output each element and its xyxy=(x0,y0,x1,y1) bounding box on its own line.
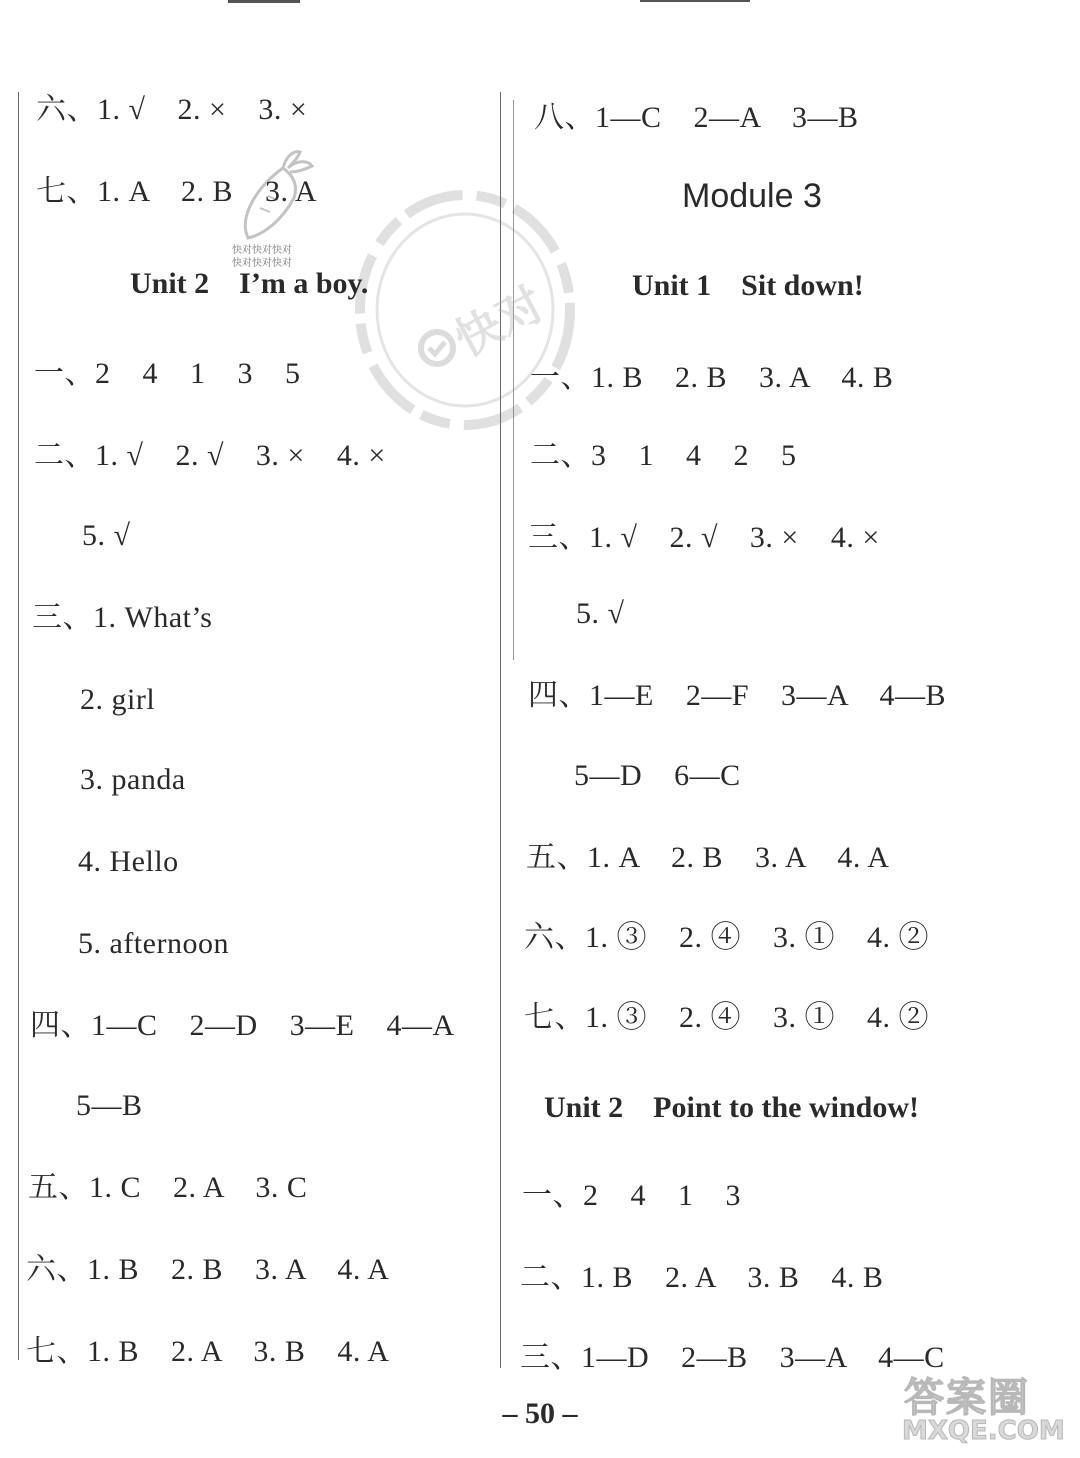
answer-line: 四、1—C 2—D 3—E 4—A xyxy=(30,1009,455,1042)
answer-line: 5—D 6—C xyxy=(574,759,741,792)
answer-line: 四、1—E 2—F 3—A 4—B xyxy=(528,679,947,712)
answer-line: 三、1—D 2—B 3—A 4—C xyxy=(520,1341,945,1374)
answer-line: 六、1. ③ 2. ④ 3. ① 4. ② xyxy=(524,921,929,954)
left-margin-rule xyxy=(18,92,19,1360)
answer-line: 五、1. C 2. A 3. C xyxy=(28,1171,308,1204)
answer-line: 一、2 4 1 3 5 xyxy=(34,357,301,390)
carrot-caption-line1: 快对快对快对 xyxy=(232,245,292,256)
answer-line: 七、1. A 2. B 3. A xyxy=(36,175,318,208)
answer-line: 二、1. √ 2. √ 3. × 4. × xyxy=(34,439,386,472)
answer-line: 七、1. ③ 2. ④ 3. ① 4. ② xyxy=(524,1001,929,1034)
unit-heading: Unit 2 Point to the window! xyxy=(544,1091,920,1124)
top-crop-fragment xyxy=(228,0,300,3)
answer-line: 5. √ xyxy=(576,597,625,630)
answer-line: 一、1. B 2. B 3. A 4. B xyxy=(530,361,894,394)
module-title: Module 3 xyxy=(682,177,822,215)
answer-line: 2. girl xyxy=(80,683,156,716)
answer-line: 二、3 1 4 2 5 xyxy=(530,439,797,472)
answer-line: 二、1. B 2. A 3. B 4. B xyxy=(520,1261,884,1294)
answer-line: 4. Hello xyxy=(78,845,179,878)
answer-line: 5—B xyxy=(76,1089,143,1122)
answer-line: 3. panda xyxy=(80,763,186,796)
corner-logo-brand: 答案圈 xyxy=(904,1375,1030,1421)
answer-line: 六、1. B 2. B 3. A 4. A xyxy=(26,1253,390,1286)
answer-line: 三、1. √ 2. √ 3. × 4. × xyxy=(528,521,880,554)
answer-line: 六、1. √ 2. × 3. × xyxy=(36,93,308,126)
unit-heading: Unit 1 Sit down! xyxy=(632,269,864,302)
answer-line: 八、1—C 2—A 3—B xyxy=(534,101,859,134)
answer-line: 三、1. What’s xyxy=(32,601,213,634)
page-number: – 50 – xyxy=(502,1397,578,1430)
unit-heading: Unit 2 I’m a boy. xyxy=(130,267,369,300)
answer-line: 5. √ xyxy=(82,519,131,552)
answer-line: 五、1. A 2. B 3. A 4. A xyxy=(526,841,890,874)
watermark-text: 快对 xyxy=(446,276,553,368)
answer-line: 一、2 4 1 3 xyxy=(522,1179,741,1212)
corner-logo-site: MXQE.COM xyxy=(902,1416,1065,1446)
answer-line: 5. afternoon xyxy=(78,927,229,960)
carrot-caption-line2: 快对快对快对 xyxy=(232,258,292,269)
top-crop-fragment xyxy=(640,0,750,2)
mxqe-corner-logo xyxy=(900,1364,1070,1458)
answer-line: 七、1. B 2. A 3. B 4. A xyxy=(26,1335,390,1368)
